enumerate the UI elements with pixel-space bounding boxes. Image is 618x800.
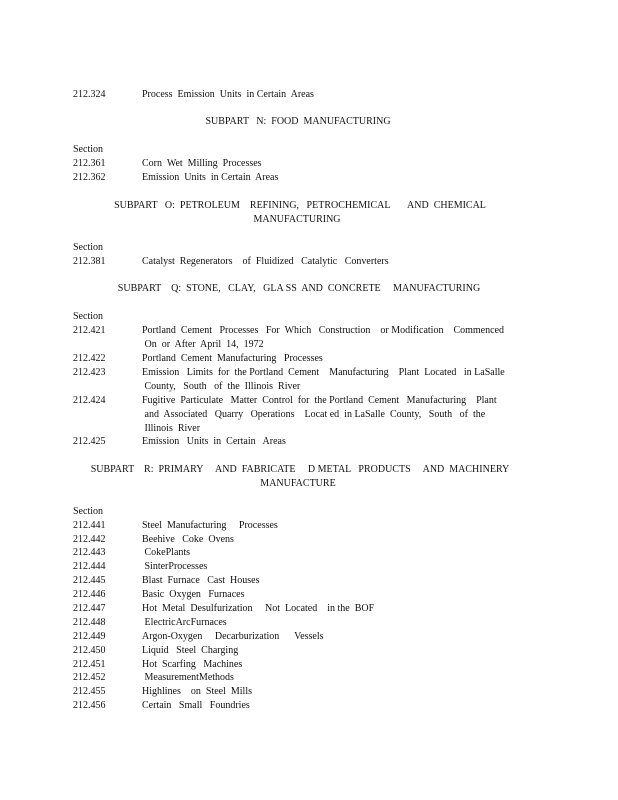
section-title: Basic Oxygen Furnaces bbox=[142, 589, 245, 600]
section-number: 212.362 bbox=[73, 172, 106, 183]
section-number: 212.456 bbox=[73, 700, 106, 711]
section-title: Emission Units in Certain Areas bbox=[142, 436, 286, 447]
section-number: 212.449 bbox=[73, 631, 106, 642]
section-title: Certain Small Foundries bbox=[142, 700, 250, 711]
section-number: 212.324 bbox=[73, 89, 106, 100]
section-number: 212.452 bbox=[73, 672, 106, 683]
section-number: 212.447 bbox=[73, 603, 106, 614]
section-label: Section bbox=[73, 242, 103, 253]
section-title: Blast Furnace Cast Houses bbox=[142, 575, 260, 586]
section-number: 212.444 bbox=[73, 561, 106, 572]
section-number: 212.381 bbox=[73, 256, 106, 267]
section-number: 212.422 bbox=[73, 353, 106, 364]
section-number: 212.446 bbox=[73, 589, 106, 600]
section-title: Portland Cement Processes For Which Construction or Modification Commenced bbox=[142, 325, 504, 336]
subpart-r-heading: SUBPART R: PRIMARY AND FABRICATE D METAL PRODUCTS AND MACHINERY bbox=[90, 464, 510, 475]
section-number: 212.424 bbox=[73, 395, 106, 406]
section-title: Hot Scarfing Machines bbox=[142, 659, 243, 670]
section-title: SinterProcesses bbox=[142, 561, 208, 572]
section-title: ElectricArcFurnaces bbox=[142, 617, 227, 628]
section-title: Catalyst Regenerators of Fluidized Catalytic Converters bbox=[142, 256, 389, 267]
subpart-r-heading-cont: MANUFACTURE bbox=[260, 478, 336, 489]
section-number: 212.448 bbox=[73, 617, 106, 628]
section-number: 212.455 bbox=[73, 686, 106, 697]
section-number: 212.445 bbox=[73, 575, 106, 586]
section-title: Process Emission Units in Certain Areas bbox=[142, 89, 314, 100]
section-number: 212.361 bbox=[73, 158, 106, 169]
section-number: 212.442 bbox=[73, 534, 106, 545]
section-title-cont: and Associated Quarry Operations Locat ed in LaSalle County, South of the bbox=[142, 409, 486, 420]
subpart-o-heading-cont: MANUFACTURING bbox=[253, 214, 341, 225]
section-title: Emission Units in Certain Areas bbox=[142, 172, 279, 183]
section-title: Portland Cement Manufacturing Processes bbox=[142, 353, 323, 364]
section-number: 212.423 bbox=[73, 367, 106, 378]
section-title: MeasurementMethods bbox=[142, 672, 234, 683]
section-title: Fugitive Particulate Matter Control for the Portland Cement Manufacturing Plant bbox=[142, 395, 497, 406]
section-title: Beehive Coke Ovens bbox=[142, 534, 234, 545]
section-number: 212.421 bbox=[73, 325, 106, 336]
section-title-cont: On or After April 14, 1972 bbox=[142, 339, 264, 350]
section-title: Highlines on Steel Mills bbox=[142, 686, 252, 697]
section-label: Section bbox=[73, 506, 103, 517]
section-number: 212.425 bbox=[73, 436, 106, 447]
subpart-o-heading: SUBPART O: PETROLEUM REFINING, PETROCHEMICAL AND CHEMICAL bbox=[114, 200, 486, 211]
section-title: Hot Metal Desulfurization Not Located in the BOF bbox=[142, 603, 375, 614]
section-label: Section bbox=[73, 311, 103, 322]
section-title: Steel Manufacturing Processes bbox=[142, 520, 278, 531]
section-title: CokePlants bbox=[142, 547, 191, 558]
section-title-cont: County, South of the Illinois River bbox=[142, 381, 301, 392]
section-title: Liquid Steel Charging bbox=[142, 645, 239, 656]
section-title-cont: Illinois River bbox=[142, 423, 201, 434]
subpart-n-heading: SUBPART N: FOOD MANUFACTURING bbox=[205, 116, 391, 127]
section-label: Section bbox=[73, 144, 103, 155]
section-title: Corn Wet Milling Processes bbox=[142, 158, 262, 169]
section-number: 212.451 bbox=[73, 659, 106, 670]
subpart-q-heading: SUBPART Q: STONE, CLAY, GLA SS AND CONCRETE MANUFACTURING bbox=[117, 283, 481, 294]
section-number: 212.443 bbox=[73, 547, 106, 558]
section-title: Emission Limits for the Portland Cement Manufacturing Plant Located in LaSalle bbox=[142, 367, 505, 378]
section-title: Argon-Oxygen Decarburization Vessels bbox=[142, 631, 324, 642]
section-number: 212.450 bbox=[73, 645, 106, 656]
section-number: 212.441 bbox=[73, 520, 106, 531]
